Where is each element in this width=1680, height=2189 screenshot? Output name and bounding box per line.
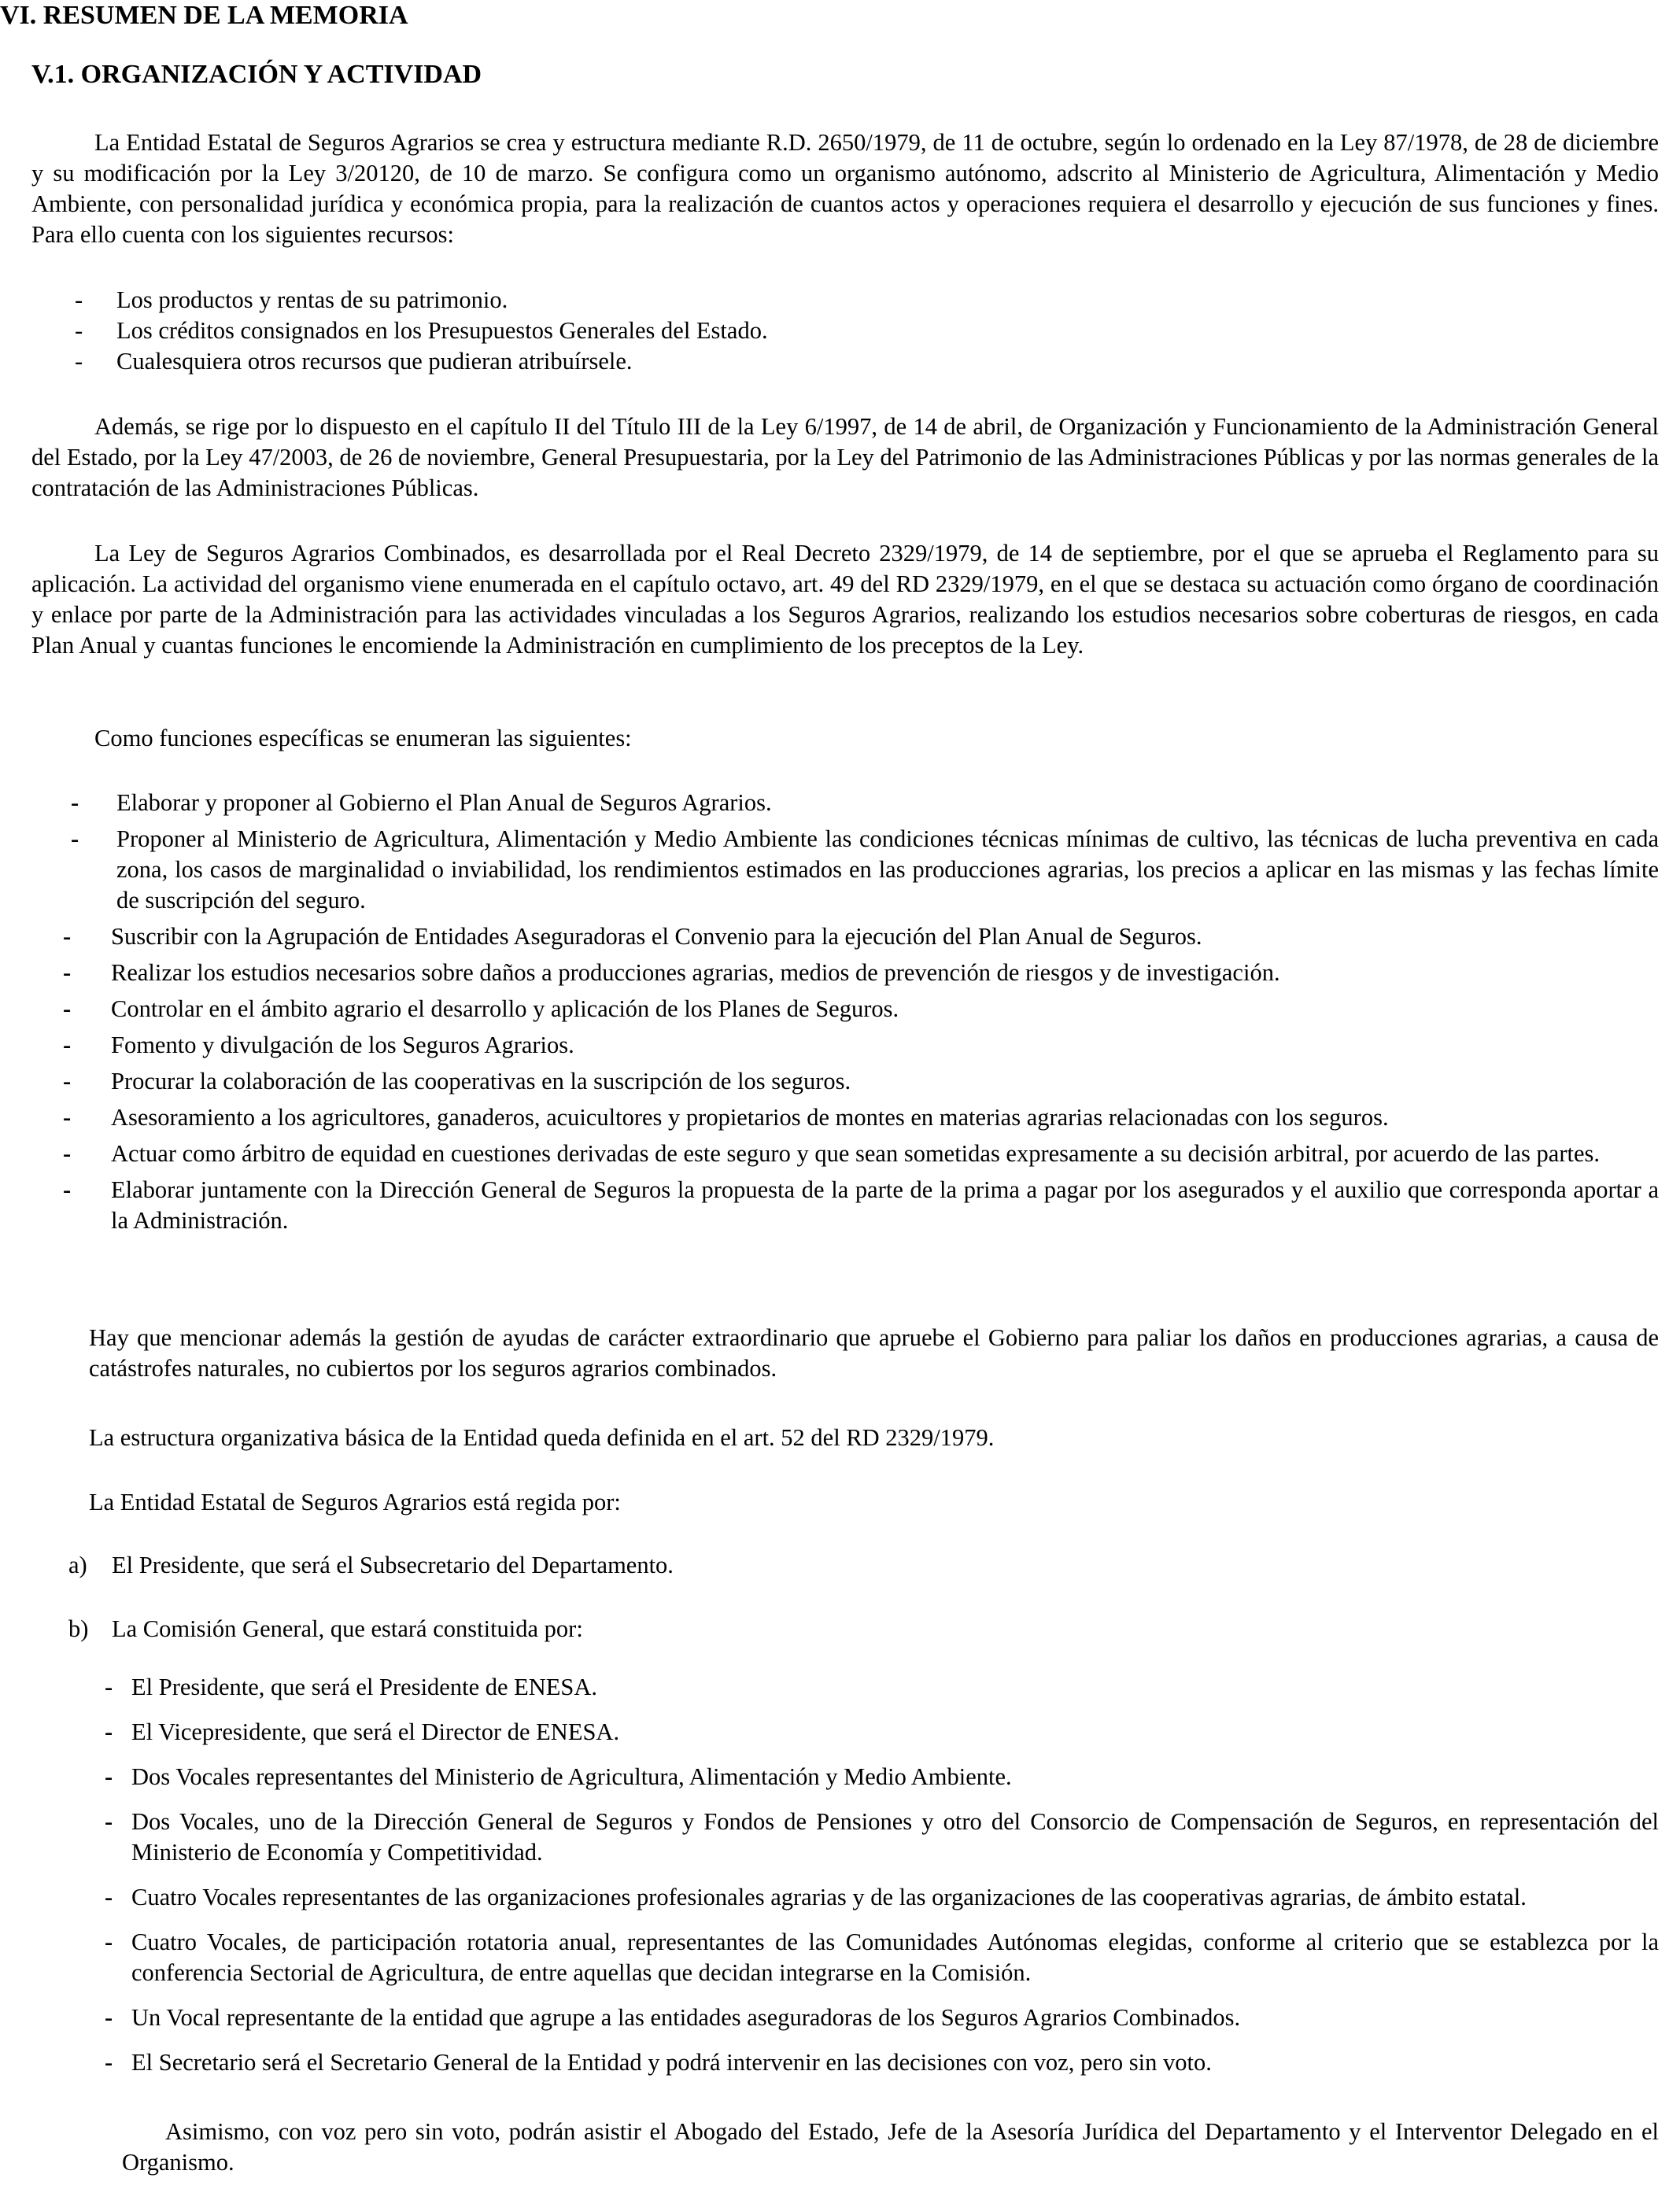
dash-marker: - [105, 1718, 113, 1745]
functions-list [31, 788, 1659, 1242]
list-item: - El Presidente, que será el Presidente de ENESA. [31, 1672, 1659, 1703]
list-item: - Realizar los estudios necesarios sobre daños a producciones agrarias, medios de prevención de riesgos y de investigación. [31, 958, 1659, 988]
dash-marker: - [63, 959, 72, 986]
list-item: - Actuar como árbitro de equidad en cuestiones derivadas de este seguro y que sean sometidas expresamente a su decisión arbitral, por acuerdo de las partes. [31, 1139, 1659, 1169]
paragraph-governed-by-text: La Entidad Estatal de Seguros Agrarios está regida por: [89, 1489, 621, 1515]
dash-marker: - [71, 789, 79, 816]
dash-marker: - [71, 825, 79, 852]
subsection-heading: V.1. ORGANIZACIÓN Y ACTIVIDAD [31, 60, 482, 89]
list-item: - Dos Vocales representantes del Ministerio de Agricultura, Alimentación y Medio Ambiente. [31, 1762, 1659, 1792]
paragraph-regulation [31, 412, 1659, 504]
list-item: - Los productos y rentas de su patrimonio. [31, 285, 1659, 316]
governance-item-a [68, 1550, 674, 1581]
paragraph-aid [89, 1323, 1659, 1384]
list-item: - Dos Vocales, uno de la Dirección General de Seguros y Fondos de Pensiones y otro del Consorcio de Compensación de Seguros, en representación del Ministerio de Economía y Competitividad. [105, 1808, 1659, 1866]
dash-marker: - [75, 317, 83, 344]
paragraph-aid-text: Hay que mencionar además la gestión de ayudas de carácter extraordinario que apruebe el Gobierno para paliar los daños en producciones agrarias, a causa de catástrofes naturales, no cubiertos por los seguros agrarios combinados. [89, 1324, 1659, 1382]
item-label: b) [68, 1615, 89, 1642]
list-item: - Un Vocal representante de la entidad que agrupe a las entidades aseguradoras de los Seguros Agrarios Combinados. [31, 2003, 1659, 2033]
dash-marker: - [105, 1808, 113, 1835]
list-item: - Elaborar juntamente con la Dirección General de Seguros la propuesta de la parte de la prima a pagar por los asegurados y el auxilio que corresponda aportar a la Administración. [63, 1176, 1659, 1234]
paragraph-creation [31, 127, 1659, 250]
resources-list [31, 285, 1659, 377]
paragraph-governed-by [89, 1487, 1659, 1518]
dash-marker: - [63, 995, 72, 1022]
list-item: - Elaborar y proponer al Gobierno el Plan Anual de Seguros Agrarios. [31, 788, 1659, 818]
list-item: - Suscribir con la Agrupación de Entidades Aseguradoras el Convenio para la ejecución del Plan Anual de Seguros. [31, 921, 1659, 952]
dash-marker: - [63, 1104, 72, 1131]
paragraph-law [31, 538, 1659, 661]
paragraph-structure [89, 1423, 1659, 1453]
list-item: - Los créditos consignados en los Presupuestos Generales del Estado. [31, 316, 1659, 346]
list-item: - Controlar en el ámbito agrario el desarrollo y aplicación de los Planes de Seguros. [31, 994, 1659, 1024]
paragraph-functions-intro [31, 723, 1659, 754]
list-item: - El Vicepresidente, que será el Director de ENESA. [31, 1717, 1659, 1748]
dash-marker: - [105, 1763, 113, 1790]
list-item: - Cuatro Vocales representantes de las organizaciones profesionales agrarias y de las organizaciones de las cooperativas agrarias, de ámbito estatal. [31, 1882, 1659, 1913]
paragraph-functions-intro-text: Como funciones específicas se enumeran las siguientes: [94, 725, 632, 751]
list-item: - El Secretario será el Secretario General de la Entidad y podrá intervenir en las decisiones con voz, pero sin voto. [31, 2047, 1659, 2078]
dash-marker: - [63, 1032, 72, 1058]
paragraph-structure-text: La estructura organizativa básica de la Entidad queda definida en el art. 52 del RD 2329/1979. [89, 1424, 995, 1451]
paragraph-attendees [122, 2117, 1659, 2178]
dash-marker: - [105, 1884, 113, 1910]
list-item: - Proponer al Ministerio de Agricultura, Alimentación y Medio Ambiente las condiciones técnicas mínimas de cultivo, las técnicas de lucha preventiva en cada zona, los casos de marginalidad o inviabilidad, los rendimientos estimados en las producciones agrarias, los precios a aplicar en las mismas y las fechas límite de suscripción del seguro. [71, 825, 1659, 914]
dash-marker: - [105, 2004, 113, 2031]
list-item: - Procurar la colaboración de las cooperativas en la suscripción de los seguros. [31, 1066, 1659, 1097]
item-text: El Presidente, que será el Subsecretario del Departamento. [112, 1552, 674, 1578]
paragraph-attendees-text: Asimismo, con voz pero sin voto, podrán asistir el Abogado del Estado, Jefe de la Asesoría Jurídica del Departamento y el Interventor Delegado en el Organismo. [122, 2118, 1659, 2176]
list-item: - Fomento y divulgación de los Seguros Agrarios. [31, 1030, 1659, 1061]
dash-marker: - [63, 923, 72, 950]
paragraph-creation-text: La Entidad Estatal de Seguros Agrarios se crea y estructura mediante R.D. 2650/1979, de 11 de octubre, según lo ordenado en la Ley 87/1978, de 28 de diciembre y su modificación por la Ley 3/20120, de 10 de marzo. Se configura como un organismo autónomo, adscrito al Ministerio de Agricultura, Alimentación y Medio Ambiente, con personalidad jurídica y económica propia, para la realización de cuantos actos y operaciones requiera el desarrollo y ejecución de sus funciones y fines. Para ello cuenta con los siguientes recursos: [31, 129, 1659, 248]
dash-marker: - [105, 2049, 113, 2076]
section-heading: VI. RESUMEN DE LA MEMORIA [0, 1, 408, 30]
dash-marker: - [75, 348, 83, 375]
dash-marker: - [63, 1140, 72, 1167]
dash-marker: - [105, 1674, 113, 1700]
dash-marker: - [63, 1068, 72, 1094]
item-label: a) [68, 1552, 87, 1578]
list-item: - Asesoramiento a los agricultores, ganaderos, acuicultores y propietarios de montes en materias agrarias relacionadas con los seguros. [31, 1102, 1659, 1133]
item-text: La Comisión General, que estará constituida por: [112, 1615, 583, 1642]
list-item: - Cuatro Vocales, de participación rotatoria anual, representantes de las Comunidades Autónomas elegidas, conforme al criterio que se establezca por la conferencia Sectorial de Agricultura, de entre aquellas que decidan integrarse en la Comisión. [105, 1929, 1659, 1986]
commission-members-list [31, 1672, 1659, 2092]
dash-marker: - [75, 286, 83, 313]
list-item: - Cualesquiera otros recursos que pudieran atribuírsele. [31, 346, 1659, 377]
dash-marker: - [63, 1176, 72, 1203]
paragraph-law-text: La Ley de Seguros Agrarios Combinados, es desarrollada por el Real Decreto 2329/1979, de 14 de septiembre, por el que se aprueba el Reglamento para su aplicación. La actividad del organismo viene enumerada en el capítulo octavo, art. 49 del RD 2329/1979, en el que se destaca su actuación como órgano de coordinación y enlace por parte de la Administración para las actividades vinculadas a los Seguros Agrarios, realizando los estudios necesarios sobre coberturas de riesgos, en cada Plan Anual y cuantas funciones le encomiende la Administración en cumplimiento de los preceptos de la Ley. [31, 540, 1659, 659]
governance-item-b [68, 1614, 583, 1645]
dash-marker: - [105, 1929, 113, 1955]
paragraph-regulation-text: Además, se rige por lo dispuesto en el capítulo II del Título III de la Ley 6/1997, de 14 de abril, de Organización y Funcionamiento de la Administración General del Estado, por la Ley 47/2003, de 26 de noviembre, General Presupuestaria, por la Ley del Patrimonio de las Administraciones Públicas y por las normas generales de la contratación de las Administraciones Públicas. [31, 413, 1659, 501]
